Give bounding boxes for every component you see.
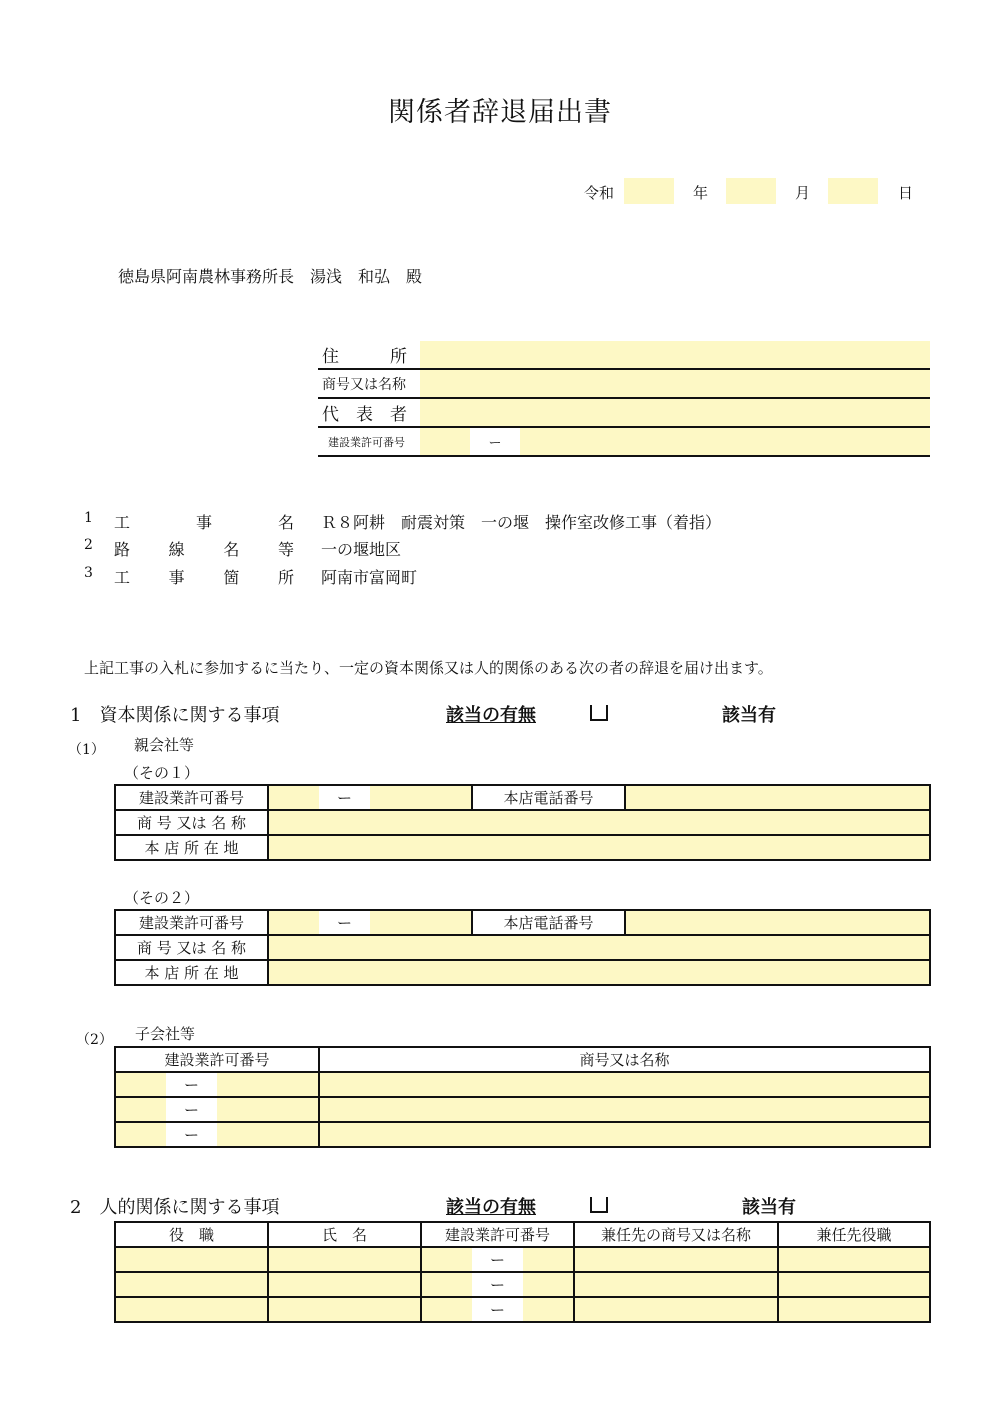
project-name-value: Ｒ８阿耕 耐震対策 一の堰 操作室改修工事（着指）	[321, 513, 722, 532]
representative-label: 代 表 者	[322, 405, 407, 425]
table-row	[115, 1097, 930, 1122]
project-label: 工 事 名	[114, 513, 294, 532]
section2-checkbox[interactable]	[590, 1197, 608, 1213]
day-field[interactable]	[828, 178, 878, 204]
concurrent-company-header: 兼任先の商号又は名称	[574, 1222, 778, 1247]
project-label: 工 事 箇 所	[114, 568, 294, 587]
part1-label: （その１）	[124, 764, 200, 782]
project-num: 1	[84, 510, 93, 526]
address-row	[318, 341, 930, 370]
company-name-row	[318, 370, 930, 399]
company-name-field[interactable]	[319, 1072, 930, 1097]
permit-number-field[interactable]	[520, 428, 930, 455]
permit-number-field[interactable]	[523, 1247, 574, 1272]
month-label: 月	[795, 184, 811, 202]
table-row	[115, 1072, 930, 1097]
project-num: 2	[84, 537, 93, 553]
section1-applicable-label: 該当の有無	[446, 705, 536, 726]
permit-dash: ー	[166, 1097, 217, 1122]
concurrent-position-field[interactable]	[778, 1272, 930, 1297]
concurrent-position-field[interactable]	[778, 1297, 930, 1322]
company-name-label: 商 号 又は 名 称	[115, 810, 268, 835]
position-field[interactable]	[115, 1272, 268, 1297]
permit-number-field[interactable]	[217, 1097, 319, 1122]
name-field[interactable]	[268, 1297, 421, 1322]
section2-title: 2 人的関係に関する事項	[70, 1197, 280, 1218]
permit-dash: ー	[488, 436, 502, 451]
permit-dash: ー	[472, 1272, 523, 1297]
permit-number-field[interactable]	[370, 785, 472, 810]
section1-applicable-value: 該当有	[722, 705, 776, 726]
section1-title: 1 資本関係に関する事項	[70, 705, 280, 726]
permit-prefix-field[interactable]	[421, 1272, 472, 1297]
table-row	[115, 1297, 930, 1322]
concurrent-company-field[interactable]	[574, 1297, 778, 1322]
permit-prefix-field[interactable]	[268, 910, 319, 935]
section2-applicable-value: 該当有	[742, 1197, 796, 1218]
company-name-label: 商 号 又は 名 称	[115, 935, 268, 960]
phone-field[interactable]	[625, 910, 930, 935]
company-name-field[interactable]	[268, 810, 930, 835]
location-value: 阿南市富岡町	[321, 568, 418, 587]
project-label: 路 線 名 等	[114, 540, 294, 559]
permit-number-field[interactable]	[523, 1272, 574, 1297]
permit-label: 建設業許可番号	[328, 435, 405, 449]
table-row	[115, 1247, 930, 1272]
route-value: 一の堰地区	[321, 540, 402, 559]
section1-checkbox[interactable]	[590, 705, 608, 721]
parent-company-table-1	[114, 784, 931, 861]
phone-field[interactable]	[625, 785, 930, 810]
representative-field[interactable]	[420, 399, 930, 426]
company-name-label: 商号又は名称	[322, 376, 406, 393]
head-office-label: 本 店 所 在 地	[115, 835, 268, 860]
sub1-number: （1）	[68, 742, 105, 758]
name-header: 氏 名	[268, 1222, 421, 1247]
phone-label: 本店電話番号	[472, 785, 625, 810]
parent-company-label: 親会社等	[134, 736, 195, 754]
addressee: 徳島県阿南農林事務所長 湯浅 和弘 殿	[118, 267, 423, 286]
head-office-field[interactable]	[268, 835, 930, 860]
permit-number-field[interactable]	[370, 910, 472, 935]
permit-label: 建設業許可番号	[115, 785, 268, 810]
head-office-label: 本 店 所 在 地	[115, 960, 268, 985]
year-field[interactable]	[624, 178, 674, 204]
permit-dash: ー	[472, 1297, 523, 1322]
permit-number-field[interactable]	[217, 1072, 319, 1097]
address-field[interactable]	[420, 341, 930, 368]
concurrent-company-field[interactable]	[574, 1272, 778, 1297]
permit-dash: ー	[166, 1072, 217, 1097]
company-name-field[interactable]	[319, 1097, 930, 1122]
permit-header: 建設業許可番号	[421, 1222, 574, 1247]
project-num: 3	[84, 565, 93, 581]
permit-prefix-field[interactable]	[115, 1097, 166, 1122]
company-name-field[interactable]	[319, 1122, 930, 1147]
permit-prefix-field[interactable]	[421, 1297, 472, 1322]
head-office-field[interactable]	[268, 960, 930, 985]
concurrent-position-header: 兼任先役職	[778, 1222, 930, 1247]
month-field[interactable]	[726, 178, 776, 204]
permit-number-field[interactable]	[523, 1297, 574, 1322]
permit-dash: ー	[166, 1122, 217, 1147]
statement-text: 上記工事の入札に参加するに当たり、一定の資本関係又は人的関係のある次の者の辞退を届け出ます。	[84, 659, 773, 677]
permit-row	[318, 428, 930, 457]
representative-row	[318, 399, 930, 428]
position-field[interactable]	[115, 1247, 268, 1272]
permit-number-field[interactable]	[217, 1122, 319, 1147]
position-header: 役 職	[115, 1222, 268, 1247]
concurrent-company-field[interactable]	[574, 1247, 778, 1272]
applicant-block	[318, 341, 930, 457]
sub-name-header: 商号又は名称	[319, 1047, 930, 1072]
sub2-number: （2）	[76, 1032, 113, 1048]
permit-dash: ー	[319, 785, 370, 810]
permit-prefix-field[interactable]	[115, 1122, 166, 1147]
concurrent-position-field[interactable]	[778, 1247, 930, 1272]
permit-dash: ー	[472, 1247, 523, 1272]
era-label: 令和	[584, 184, 615, 202]
document-title: 関係者辞退届出書	[388, 97, 612, 128]
parent-company-table-2	[114, 909, 931, 986]
company-name-field[interactable]	[268, 935, 930, 960]
position-field[interactable]	[115, 1297, 268, 1322]
table-row	[115, 1272, 930, 1297]
table-row	[115, 1122, 930, 1147]
permit-prefix-field[interactable]	[420, 428, 470, 455]
permit-prefix-field[interactable]	[268, 785, 319, 810]
year-label: 年	[693, 184, 709, 202]
permit-label: 建設業許可番号	[115, 910, 268, 935]
name-field[interactable]	[268, 1247, 421, 1272]
personnel-table	[114, 1221, 931, 1323]
part2-label: （その２）	[124, 889, 200, 907]
section2-applicable-label: 該当の有無	[446, 1197, 536, 1218]
subsidiary-label: 子会社等	[135, 1025, 196, 1043]
day-label: 日	[898, 184, 914, 202]
company-name-field[interactable]	[420, 370, 930, 397]
permit-prefix-field[interactable]	[421, 1247, 472, 1272]
name-field[interactable]	[268, 1272, 421, 1297]
sub-permit-header: 建設業許可番号	[115, 1047, 319, 1072]
phone-label: 本店電話番号	[472, 910, 625, 935]
subsidiary-table	[114, 1046, 931, 1148]
permit-prefix-field[interactable]	[115, 1072, 166, 1097]
address-label: 住 所	[322, 347, 407, 367]
permit-dash: ー	[319, 910, 370, 935]
